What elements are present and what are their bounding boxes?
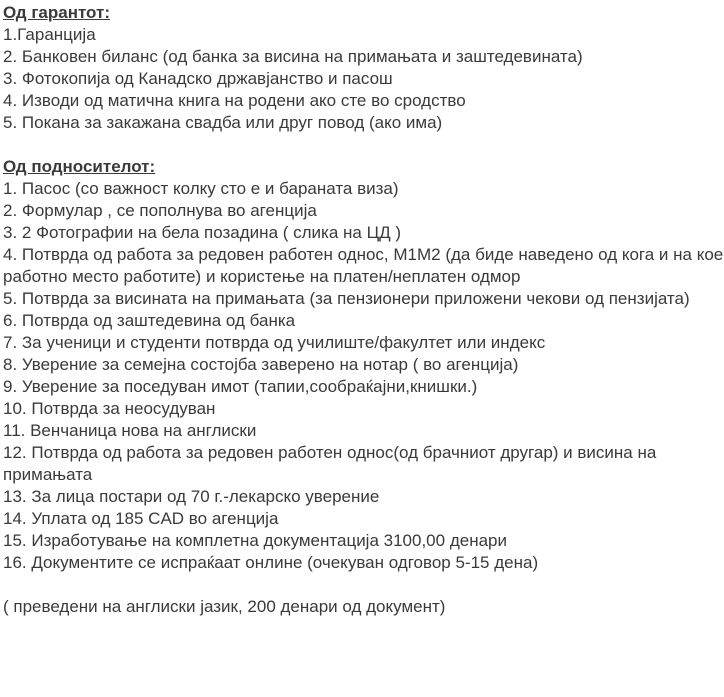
spacer	[3, 134, 724, 156]
list-item: 4. Изводи од матична книга на родени ако сте во сродство	[3, 91, 466, 110]
list-item: 15. Изработување на комплетна документација 3100,00 денари	[3, 531, 507, 550]
list-item: 1. Пасос (со важност колку сто е и бараната виза)	[3, 179, 399, 198]
list-item: 8. Уверение за семејна состојба заверено на нотар ( во агенција)	[3, 355, 519, 374]
list-item: 3. 2 Фотографии на бела позадина ( слика на ЦД )	[3, 223, 402, 242]
guarantor-heading: Од гарантот:	[3, 3, 111, 22]
list-item: 9. Уверение за поседуван имот (тапии,сообраќајни,книшки.)	[3, 377, 478, 396]
list-item: 11. Венчаница нова на англиски	[3, 421, 257, 440]
list-item: 16. Документите се испраќаат онлине (очекуван одговор 5-15 дена)	[3, 553, 539, 572]
translation-note: ( преведени на англиски јазик, 200 денари од документ)	[3, 597, 446, 616]
list-item: 13. За лица постари од 70 г.-лекарско уверение	[3, 487, 380, 506]
list-item: 2. Формулар , се пополнува во агенција	[3, 201, 317, 220]
applicant-list	[3, 178, 724, 574]
list-item: 7. За ученици и студенти потврда од училиште/факултет или индекс	[3, 333, 546, 352]
spacer	[3, 574, 724, 596]
list-item: 2. Банковен биланс (од банка за висина на примањата и заштедевината)	[3, 47, 583, 66]
list-item: 3. Фотокопија од Канадско државјанство и пасош	[3, 69, 393, 88]
applicant-heading: Од подносителот:	[3, 157, 156, 176]
list-item: 14. Уплата од 185 CAD во агенција	[3, 509, 279, 528]
list-item: 1.Гаранција	[3, 25, 96, 44]
list-item: 5. Потврда за висината на примањата (за пензионери приложени чекови од пензијата)	[3, 289, 690, 308]
guarantor-list	[3, 24, 724, 134]
list-item: 10. Потврда за неосудуван	[3, 399, 216, 418]
list-item: 4. Потврда од работа за редовен работен однос, М1М2 (да биде наведено од кога и на кое работно место работите) и користење на платен/неплатен одмор	[3, 245, 724, 286]
list-item: 12. Потврда од работа за редовен работен однос(од брачниот другар) и висина на примањата	[3, 443, 657, 484]
list-item: 5. Покана за закажана свадба или друг повод (ако има)	[3, 113, 443, 132]
list-item: 6. Потврда од заштедевина од банка	[3, 311, 296, 330]
